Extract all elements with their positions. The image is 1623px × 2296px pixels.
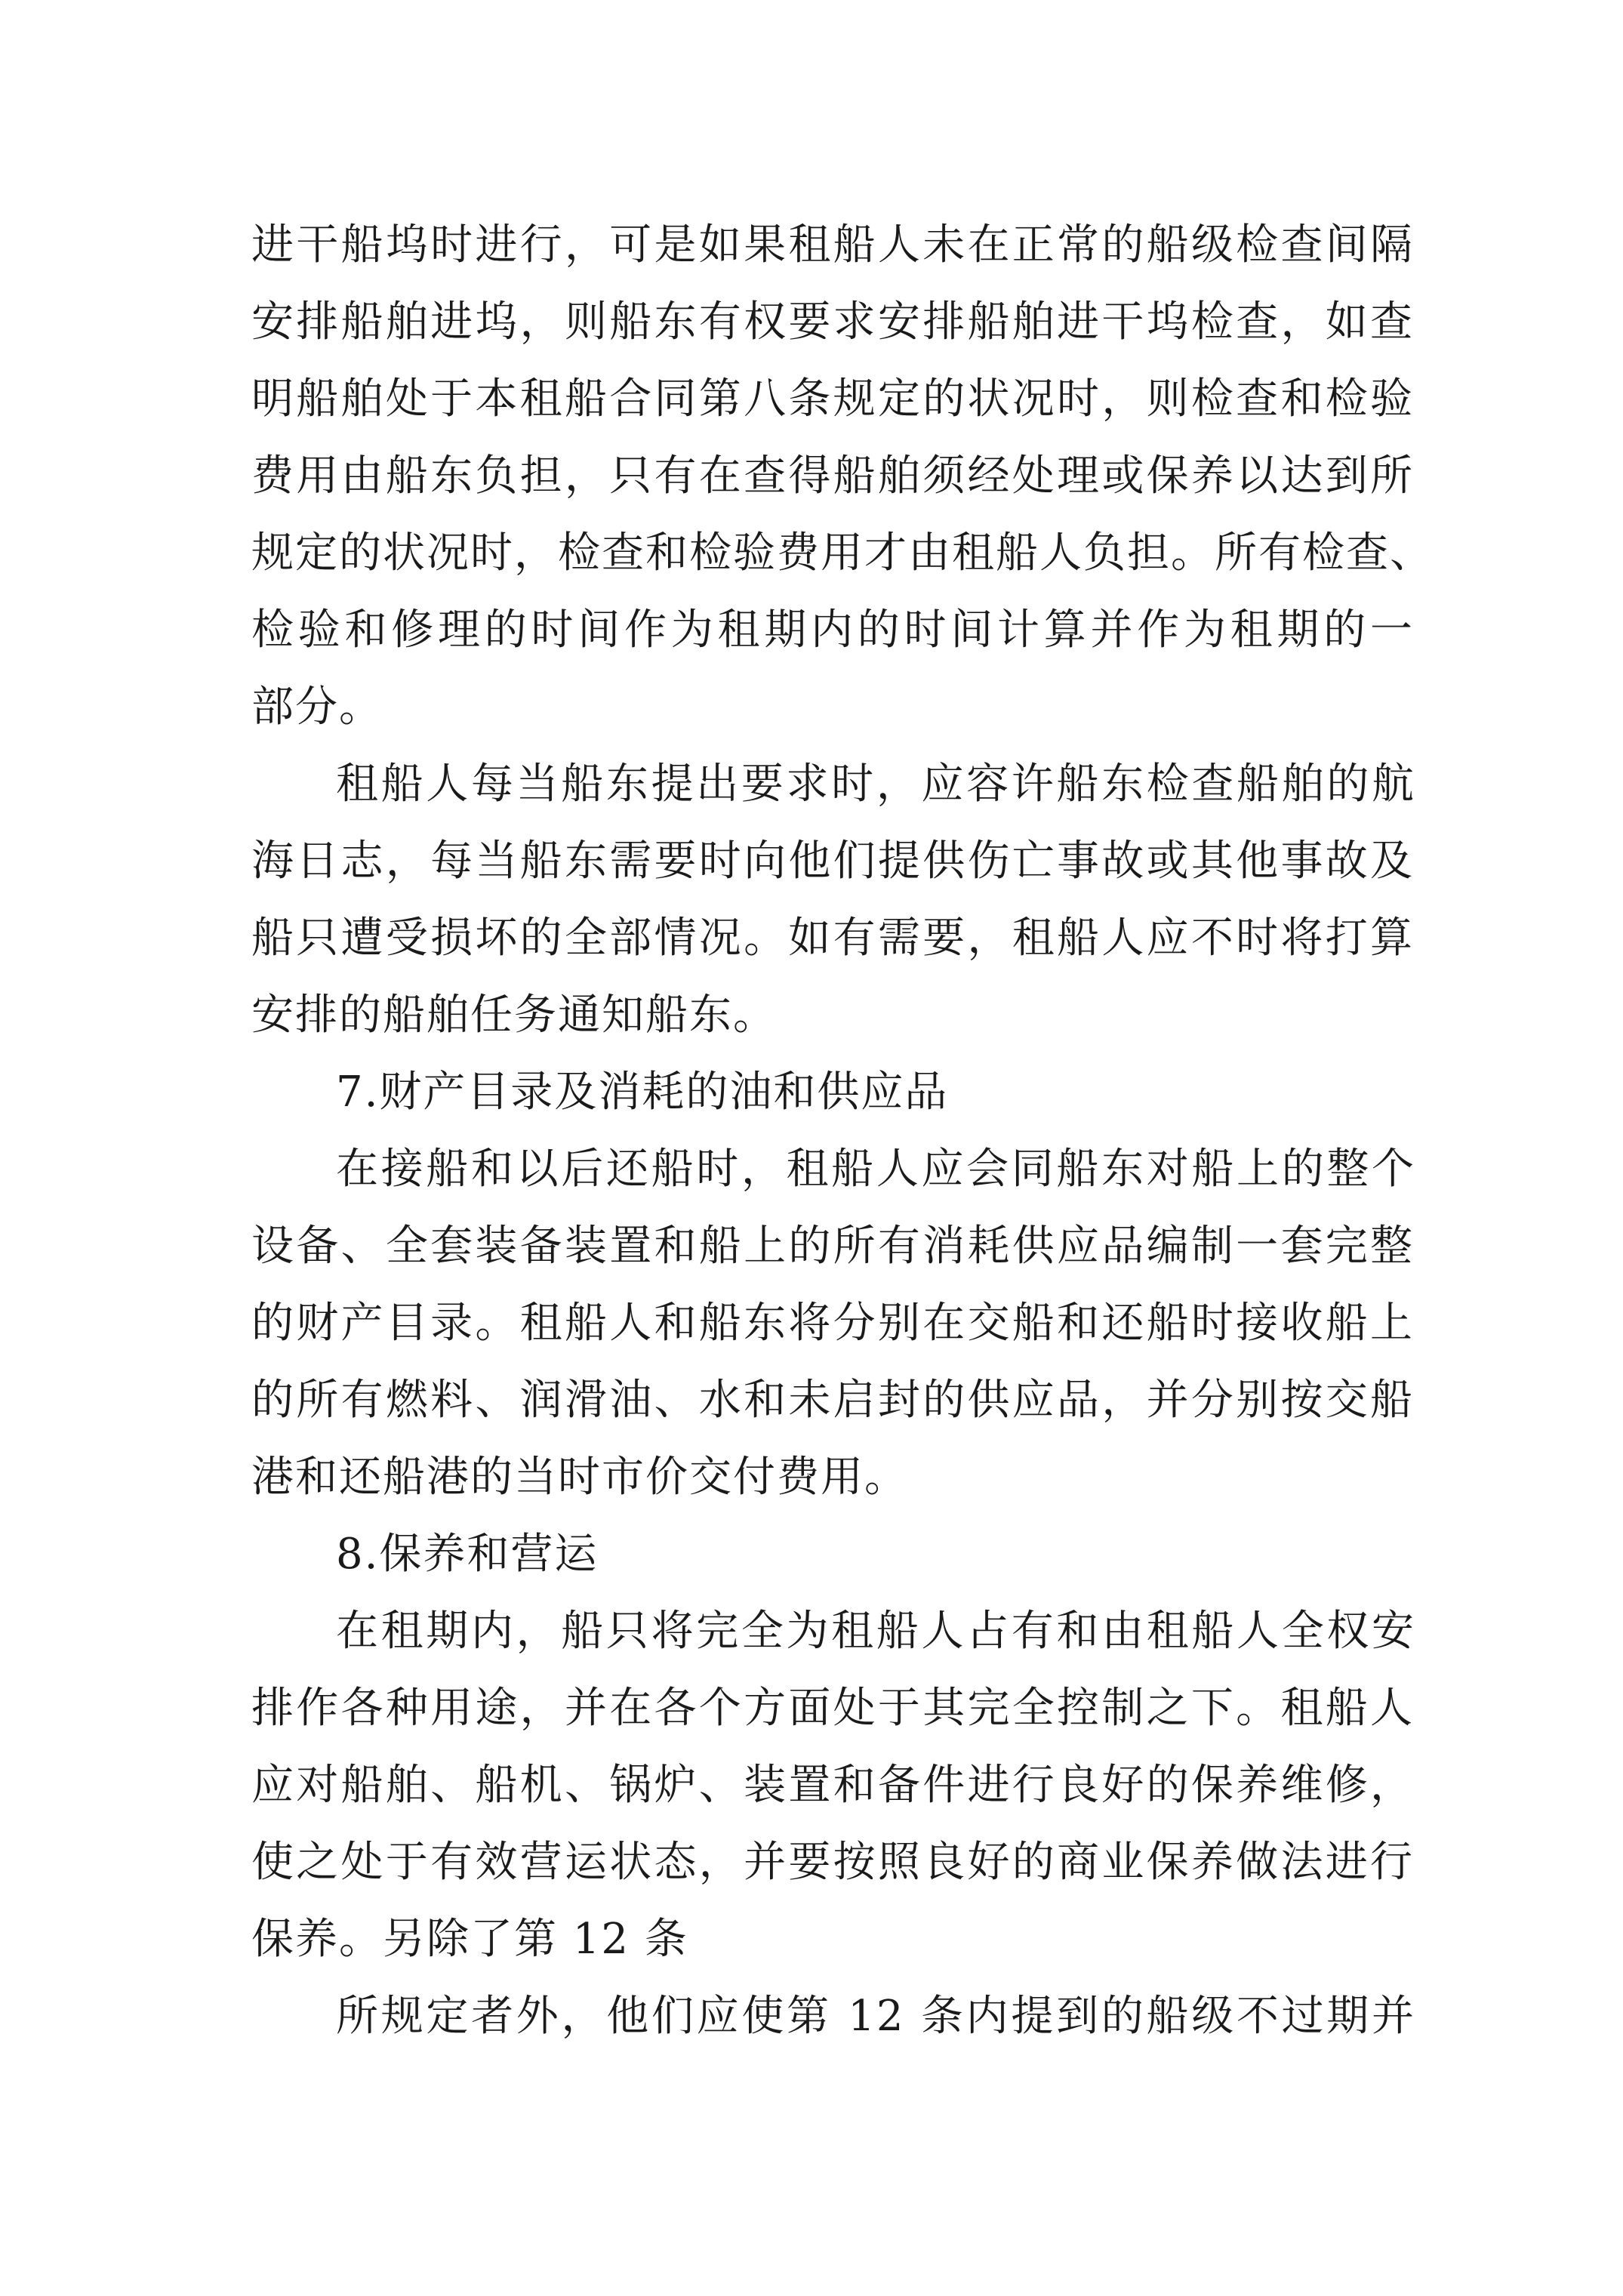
text-line: 检验和修理的时间作为租期内的时间计算并作为租期的一 [251,606,1414,655]
paragraph-first-line: 租船人每当船东提出要求时，应容许船东检查船舶的航 [336,760,1415,809]
paragraph-first-line: 所规定者外，他们应使第 12 条内提到的船级不过期并 [336,1992,1415,2041]
paragraph-first-line: 在接船和以后还船时，租船人应会同船东对船上的整个 [336,1145,1415,1194]
text-line: 的所有燃料、润滑油、水和未启封的供应品，并分别按交船 [251,1376,1414,1425]
text-line: 应对船舶、船机、锅炉、装置和备件进行良好的保养维修， [251,1761,1414,1810]
text-line: 规定的状况时，检查和检验费用才由租船人负担。所有检查、 [251,529,1434,578]
text-line: 船只遭受损坏的全部情况。如有需要，租船人应不时将打算 [251,914,1414,963]
text-line: 港和还船港的当时市价交付费用。 [251,1453,908,1502]
text-line: 设备、全套装备装置和船上的所有消耗供应品编制一套完整 [251,1222,1414,1271]
text-line: 的财产目录。租船人和船东将分别在交船和还船时接收船上 [251,1299,1414,1348]
text-line: 排作各种用途，并在各个方面处于其完全控制之下。租船人 [251,1684,1414,1733]
text-line: 海日志，每当船东需要时向他们提供伤亡事故或其他事故及 [251,837,1414,886]
section-heading: 7.财产目录及消耗的油和供应品 [336,1068,949,1117]
text-line: 明船舶处于本租船合同第八条规定的状况时，则检查和检验 [251,374,1414,424]
text-line: 使之处于有效营运状态，并要按照良好的商业保养做法进行 [251,1838,1414,1887]
text-line: 保养。另除了第 12 条 [251,1915,688,1964]
text-line: 安排的船舶任务通知船东。 [251,991,777,1040]
text-line: 费用由船东负担，只有在查得船舶须经处理或保养以达到所 [251,451,1414,501]
text-line: 进干船坞时进行，可是如果租船人未在正常的船级检查间隔 [251,220,1414,270]
text-line: 部分。 [251,683,383,732]
paragraph-first-line: 在租期内，船只将完全为租船人占有和由租船人全权安 [336,1607,1415,1656]
section-heading: 8.保养和营运 [336,1530,599,1579]
text-line: 安排船舶进坞，则船东有权要求安排船舶进干坞检查，如查 [251,297,1414,347]
